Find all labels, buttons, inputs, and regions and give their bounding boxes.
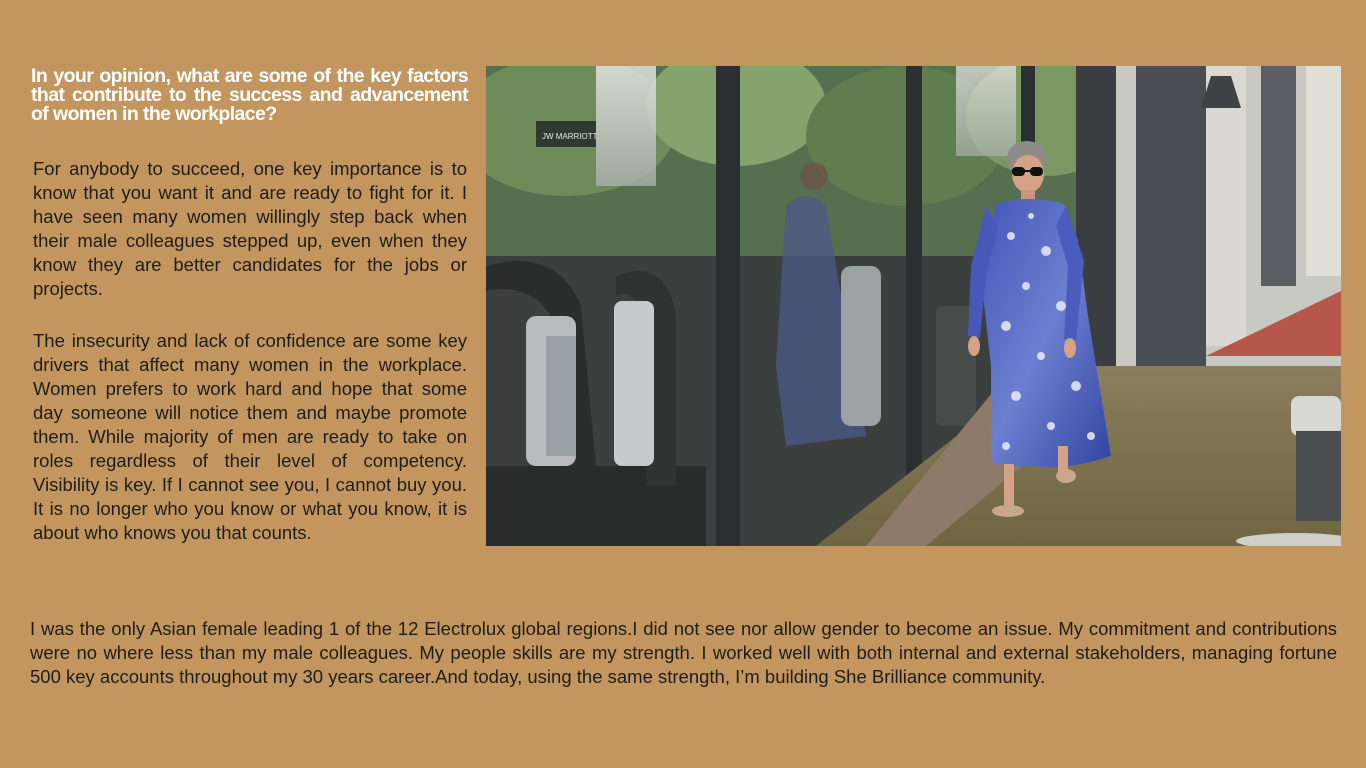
- answer-paragraph-2: The insecurity and lack of confidence are some key drivers that affect many women in the workplace. Women prefers to work hard and hope that some day someone will notice them and maybe promote them. While majority of men are ready to take on roles regardless of their level of competency. Visibility is key. If I cannot see you, I cannot buy you. It is no longer who you know or what you know, it is about who knows you that counts.: [33, 330, 467, 543]
- question-heading: In your opinion, what are some of the key factors that contribute to the success and advancement of women in the workplace?: [31, 65, 468, 125]
- footer-paragraph: I was the only Asian female leading 1 of the 12 Electrolux global regions.I did not see nor allow gender to become an issue. My commitment and contributions were no where less than my male colleagues. My people skills are my strength. I worked well with both internal and external stakeholders, managing fortune 500 key accounts throughout my 30 years career.And today, using the same strength, I’m building She Brilliance community.: [30, 618, 1337, 687]
- sign-text: JW MARRIOTT: [542, 132, 598, 141]
- answer-paragraph-1: For anybody to succeed, one key importance is to know that you want it and are ready to fight for it. I have seen many women willingly step back when their male colleagues stepped up, even when they know they are better candidates for the jobs or projects.: [33, 158, 467, 299]
- photo-illustration: [486, 66, 1341, 546]
- photo-woman-walking: [486, 66, 1341, 546]
